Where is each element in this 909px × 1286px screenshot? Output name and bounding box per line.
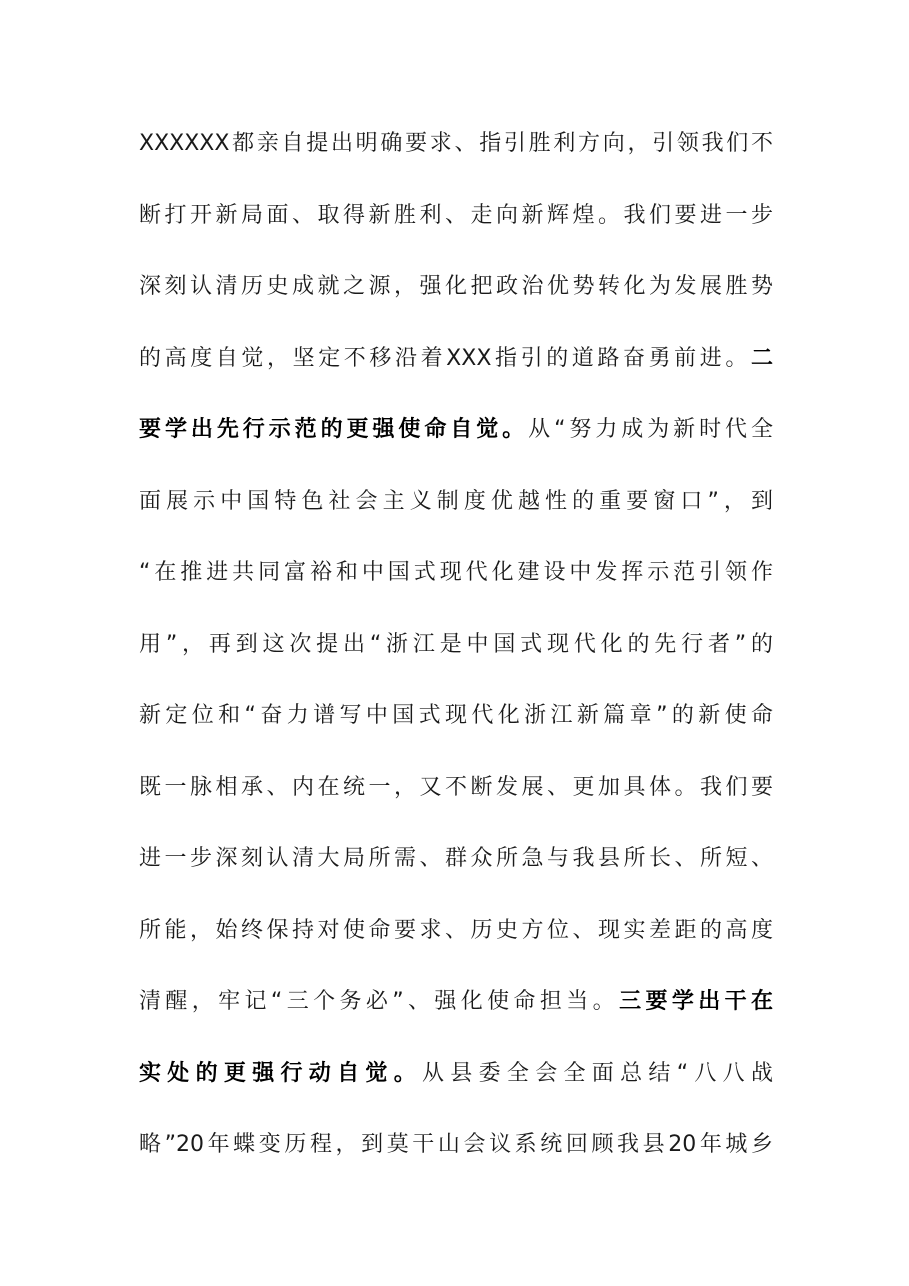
text-line — [139, 331, 773, 403]
text-segment: XXXXXX都亲自提出明确要求、指引胜利方向，引领我们不 — [139, 131, 773, 156]
bold-text-segment: 二 — [750, 345, 773, 371]
text-segment: 用”，再到这次提出“浙江是中国式现代化的先行者”的 — [139, 631, 773, 657]
text-line — [139, 974, 773, 1046]
text-segment: 清醒，牢记“三个务必”、强化使命担当。 — [139, 989, 620, 1014]
text-line — [139, 1046, 773, 1118]
text-segment: 面展示中国特色社会主义制度优越性的重要窗口”，到 — [139, 488, 773, 514]
text-segment: 的高度自觉，坚定不移沿着XXX指引的道路奋勇前进。 — [139, 345, 751, 371]
text-line — [139, 1117, 773, 1189]
text-line — [139, 688, 773, 760]
text-segment: 从“努力成为新时代全 — [528, 417, 773, 442]
text-line — [139, 474, 773, 546]
text-line — [139, 903, 773, 975]
text-line — [139, 116, 773, 188]
text-segment: 略”20年蝶变历程，到莫干山会议系统回顾我县20年城乡 — [139, 1132, 773, 1157]
text-segment: “在推进共同富裕和中国式现代化建设中发挥示范引领作 — [139, 560, 773, 585]
text-segment: 新定位和“奋力谱写中国式现代化浙江新篇章”的新使命 — [139, 703, 773, 728]
bold-text-segment: 实处的更强行动自觉。 — [139, 1060, 422, 1086]
text-line — [139, 259, 773, 331]
bold-text-segment: 要学出先行示范的更强使命自觉。 — [139, 417, 529, 442]
text-line — [139, 831, 773, 903]
text-segment: 断打开新局面、取得新胜利、走向新辉煌。我们要进一步 — [139, 202, 773, 228]
bold-text-segment: 三要学出干在 — [619, 989, 773, 1014]
document-body — [139, 116, 773, 1189]
text-line — [139, 402, 773, 474]
text-segment: 从县委全会全面总结“八八战 — [422, 1060, 773, 1086]
text-line — [139, 188, 773, 260]
text-segment: 进一步深刻认清大局所需、群众所急与我县所长、所短、 — [139, 846, 773, 871]
text-segment: 深刻认清历史成就之源，强化把政治优势转化为发展胜势 — [139, 274, 773, 299]
text-line — [139, 760, 773, 832]
text-line — [139, 617, 773, 689]
text-line — [139, 545, 773, 617]
text-segment: 既一脉相承、内在统一，又不断发展、更加具体。我们要 — [139, 774, 773, 800]
text-segment: 所能，始终保持对使命要求、历史方位、现实差距的高度 — [139, 917, 773, 943]
